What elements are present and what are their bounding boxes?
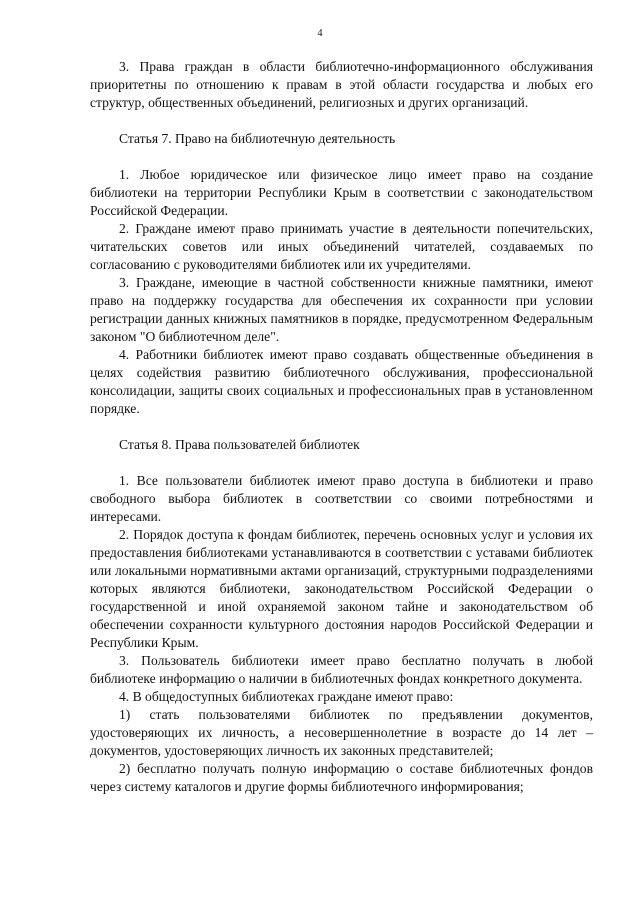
paragraph-rights-priority: 3. Права граждан в области библиотечно-информационного обслуживания приоритетны по отношению к правам в этой области государства и любых его структур, общественных объединений, религиозных и других организаций. <box>90 59 593 110</box>
article-8-item-4-sub-2: 2) бесплатно получать полную информацию о составе библиотечных фондов через систему каталогов и другие формы библиотечного информирования; <box>90 761 593 794</box>
article-7-item-3: 3. Граждане, имеющие в частной собственности книжные памятники, имеют право на поддержку государства для обеспечения их сохранности при условии регистрации данных книжных памятников в порядке, предусмотренном Федеральным законом "О библиотечном деле". <box>90 275 593 344</box>
document-body <box>90 58 593 796</box>
article-8-item-4: 4. В общедоступных библиотеках граждане имеют право: <box>119 689 454 704</box>
article-8-item-3: 3. Пользователь библиотеки имеет право бесплатно получать в любой библиотеке информацию о наличии в библиотечных фондах конкретного документа. <box>90 653 593 686</box>
article-7-item-4: 4. Работники библиотек имеют право создавать общественные объединения в целях содействия развитию библиотечного обслуживания, профессиональной консолидации, защиты своих социальных и профессиональных прав в установленном порядке. <box>90 347 593 416</box>
article-8-item-2: 2. Порядок доступа к фондам библиотек, перечень основных услуг и условия их предоставления библиотеками устанавливаются в соответствии с уставами библиотек или локальными нормативными актами организаций, структурными подразделениями которых являются библиотеки, законодательством Российской Федерации о государственной и иной охраняемой законом тайне и законодательством об обеспечении сохранности культурного достояния народов Российской Федерации и Республики Крым. <box>90 527 593 650</box>
article-8-item-4-sub-1: 1) стать пользователями библиотек по предъявлении документов, удостоверяющих их личность, а несовершеннолетние в возрасте до 14 лет – документов, удостоверяющих личность их законных представителей; <box>90 707 593 758</box>
article-8-item-1: 1. Все пользователи библиотек имеют право доступа в библиотеки и право свободного выбора библиотек в соответствии со своими потребностями и интересами. <box>90 473 593 524</box>
page-number: 4 <box>317 28 323 39</box>
article-8-heading: Статья 8. Права пользователей библиотек <box>119 437 360 452</box>
article-7-item-1: 1. Любое юридическое или физическое лицо имеет право на создание библиотеки на территории Республики Крым в соответствии с законодательством Российской Федерации. <box>90 167 593 218</box>
article-7-item-2: 2. Граждане имеют право принимать участие в деятельности попечительских, читательских советов или иных объединений читателей, создаваемых по согласованию с руководителями библиотек или их учредителями. <box>90 221 593 272</box>
article-7-heading: Статья 7. Право на библиотечную деятельность <box>119 131 396 146</box>
